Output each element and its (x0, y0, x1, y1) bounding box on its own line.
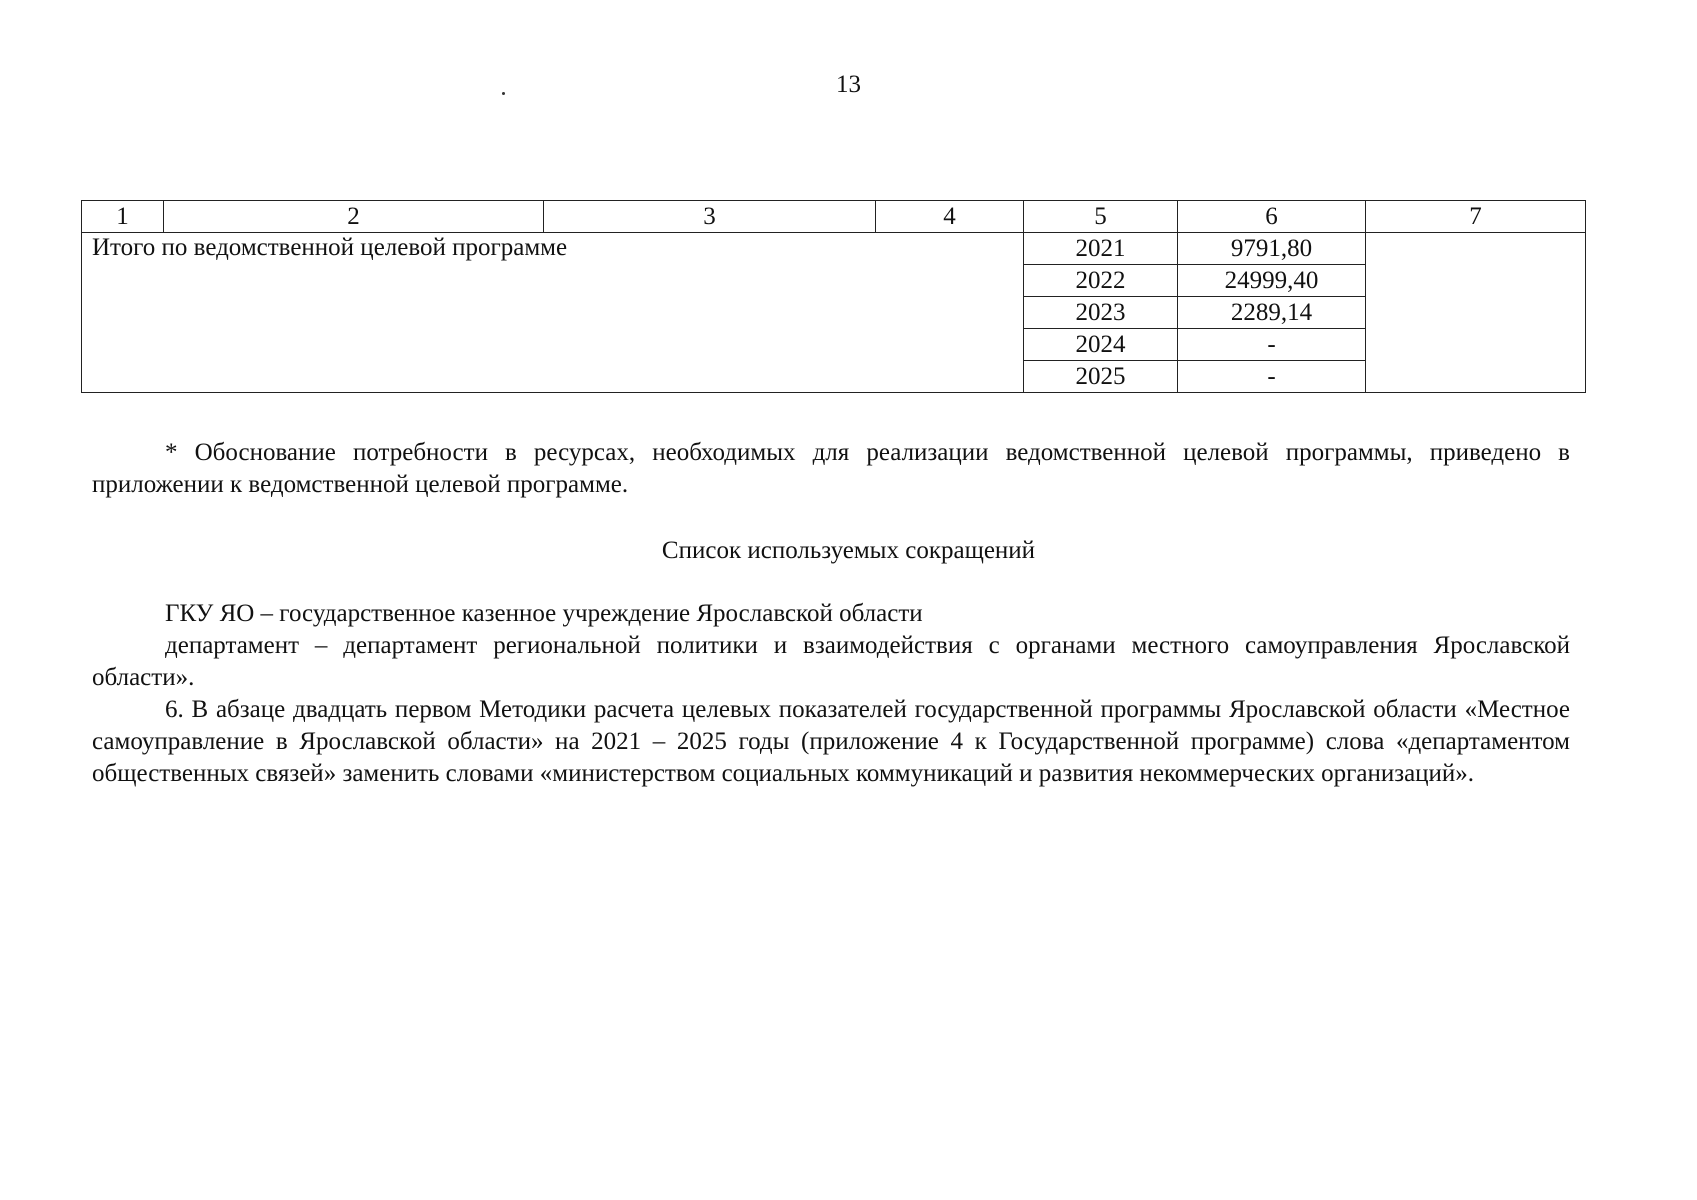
table-header-cell: 2 (164, 201, 544, 233)
table-header-cell: 6 (1178, 201, 1366, 233)
paragraph-6: 6. В абзаце двадцать первом Методики расчета целевых показателей государственной программы Ярославской области «Местное самоуправление в Ярославской области» на 2021 – 2025 годы (приложение 4 к Государственной программе) слова «департаментом общественных связей» заменить словами «министерством социальных коммуникаций и развития некоммерческих организаций». (92, 696, 1570, 787)
year-cell: 2023 (1024, 297, 1178, 329)
abbreviation-item: ГКУ ЯО – государственное казенное учреждение Ярославской области (165, 600, 923, 627)
amount-cell: 24999,40 (1178, 265, 1366, 297)
budget-table (81, 200, 1586, 393)
abbreviation-item: департамент – департамент региональной политики и взаимодействия с органами местного самоуправления Ярославской области». (92, 632, 1570, 691)
abbreviations-title: Список используемых сокращений (661, 537, 1036, 564)
table-header-cell: 3 (544, 201, 876, 233)
table-header-cell: 5 (1024, 201, 1178, 233)
year-cell: 2021 (1024, 233, 1178, 265)
footnote-block (92, 437, 1570, 501)
table-header-cell: 4 (876, 201, 1024, 233)
page-number: 13 (836, 71, 861, 98)
empty-cell (1366, 233, 1586, 393)
footnote: * Обоснование потребности в ресурсах, необходимых для реализации ведомственной целевой программы, приведено в приложении к ведомственной целевой программе. (92, 439, 1570, 498)
total-label: Итого по ведомственной целевой программе (82, 233, 1024, 393)
year-cell: 2022 (1024, 265, 1178, 297)
amount-cell: - (1178, 329, 1366, 361)
amount-cell: 9791,80 (1178, 233, 1366, 265)
table-header-cell: 7 (1366, 201, 1586, 233)
table-header-row (82, 201, 1586, 233)
amount-cell: 2289,14 (1178, 297, 1366, 329)
abbreviations-block (92, 598, 1570, 790)
year-cell: 2025 (1024, 361, 1178, 393)
table-header-cell: 1 (82, 201, 164, 233)
amount-cell: - (1178, 361, 1366, 393)
year-cell: 2024 (1024, 329, 1178, 361)
table-row (82, 233, 1586, 265)
scan-speck (502, 92, 505, 95)
